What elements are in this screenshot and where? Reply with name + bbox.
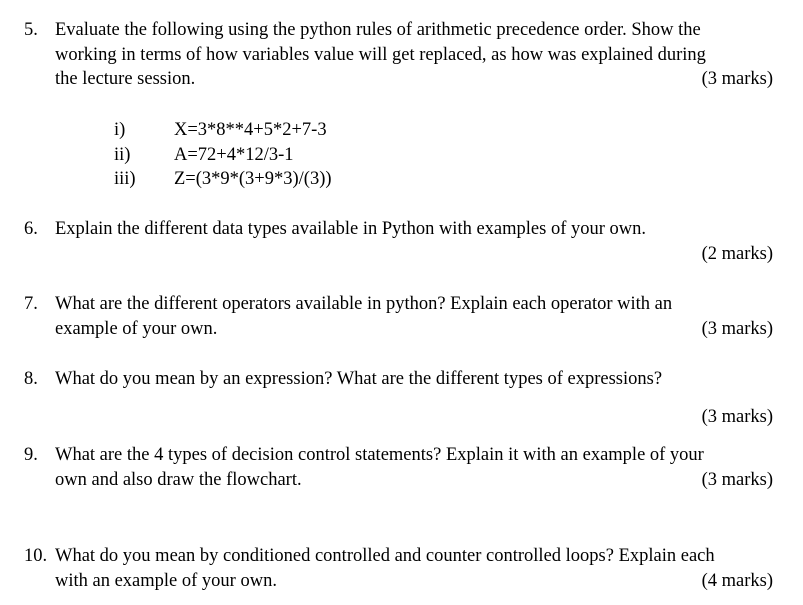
question-text-line: Explain the different data types available in Python with examples of your own.	[55, 219, 646, 239]
marks-label: (3 marks)	[701, 319, 773, 339]
question-number: 8.	[24, 369, 38, 389]
question-number: 7.	[24, 294, 38, 314]
question-text-line: What do you mean by an expression? What are the different types of expressions?	[55, 369, 663, 389]
question-text-line: What are the 4 types of decision control statements? Explain it with an example of your	[55, 445, 704, 465]
marks-label: (2 marks)	[701, 244, 773, 264]
marks-label: (3 marks)	[701, 407, 773, 427]
question-text-line: with an example of your own.	[55, 571, 277, 591]
sub-item-expression: A=72+4*12/3-1	[174, 145, 294, 165]
question-text-line: Evaluate the following using the python rules of arithmetic precedence order. Show the	[55, 20, 701, 40]
question-text-line: example of your own.	[55, 319, 218, 339]
marks-label: (3 marks)	[701, 69, 773, 89]
question-text-line: What do you mean by conditioned controlled and counter controlled loops? Explain each	[55, 546, 715, 566]
sub-item-label: i)	[114, 120, 126, 140]
marks-label: (4 marks)	[701, 571, 773, 591]
question-number: 5.	[24, 20, 38, 40]
sub-item-label: iii)	[114, 169, 136, 189]
question-text-line: working in terms of how variables value will get replaced, as how was explained during	[55, 45, 706, 65]
question-text-line: What are the different operators available in python? Explain each operator with an	[55, 294, 673, 314]
question-number: 6.	[24, 219, 38, 239]
question-number: 9.	[24, 445, 38, 465]
sub-item-expression: Z=(3*9*(3+9*3)/(3))	[174, 169, 332, 189]
question-text-line: the lecture session.	[55, 69, 196, 89]
question-text-line: own and also draw the flowchart.	[55, 470, 302, 490]
sub-item-label: ii)	[114, 145, 131, 165]
sub-item-expression: X=3*8**4+5*2+7-3	[174, 120, 327, 140]
marks-label: (3 marks)	[701, 470, 773, 490]
question-number: 10.	[24, 546, 48, 566]
